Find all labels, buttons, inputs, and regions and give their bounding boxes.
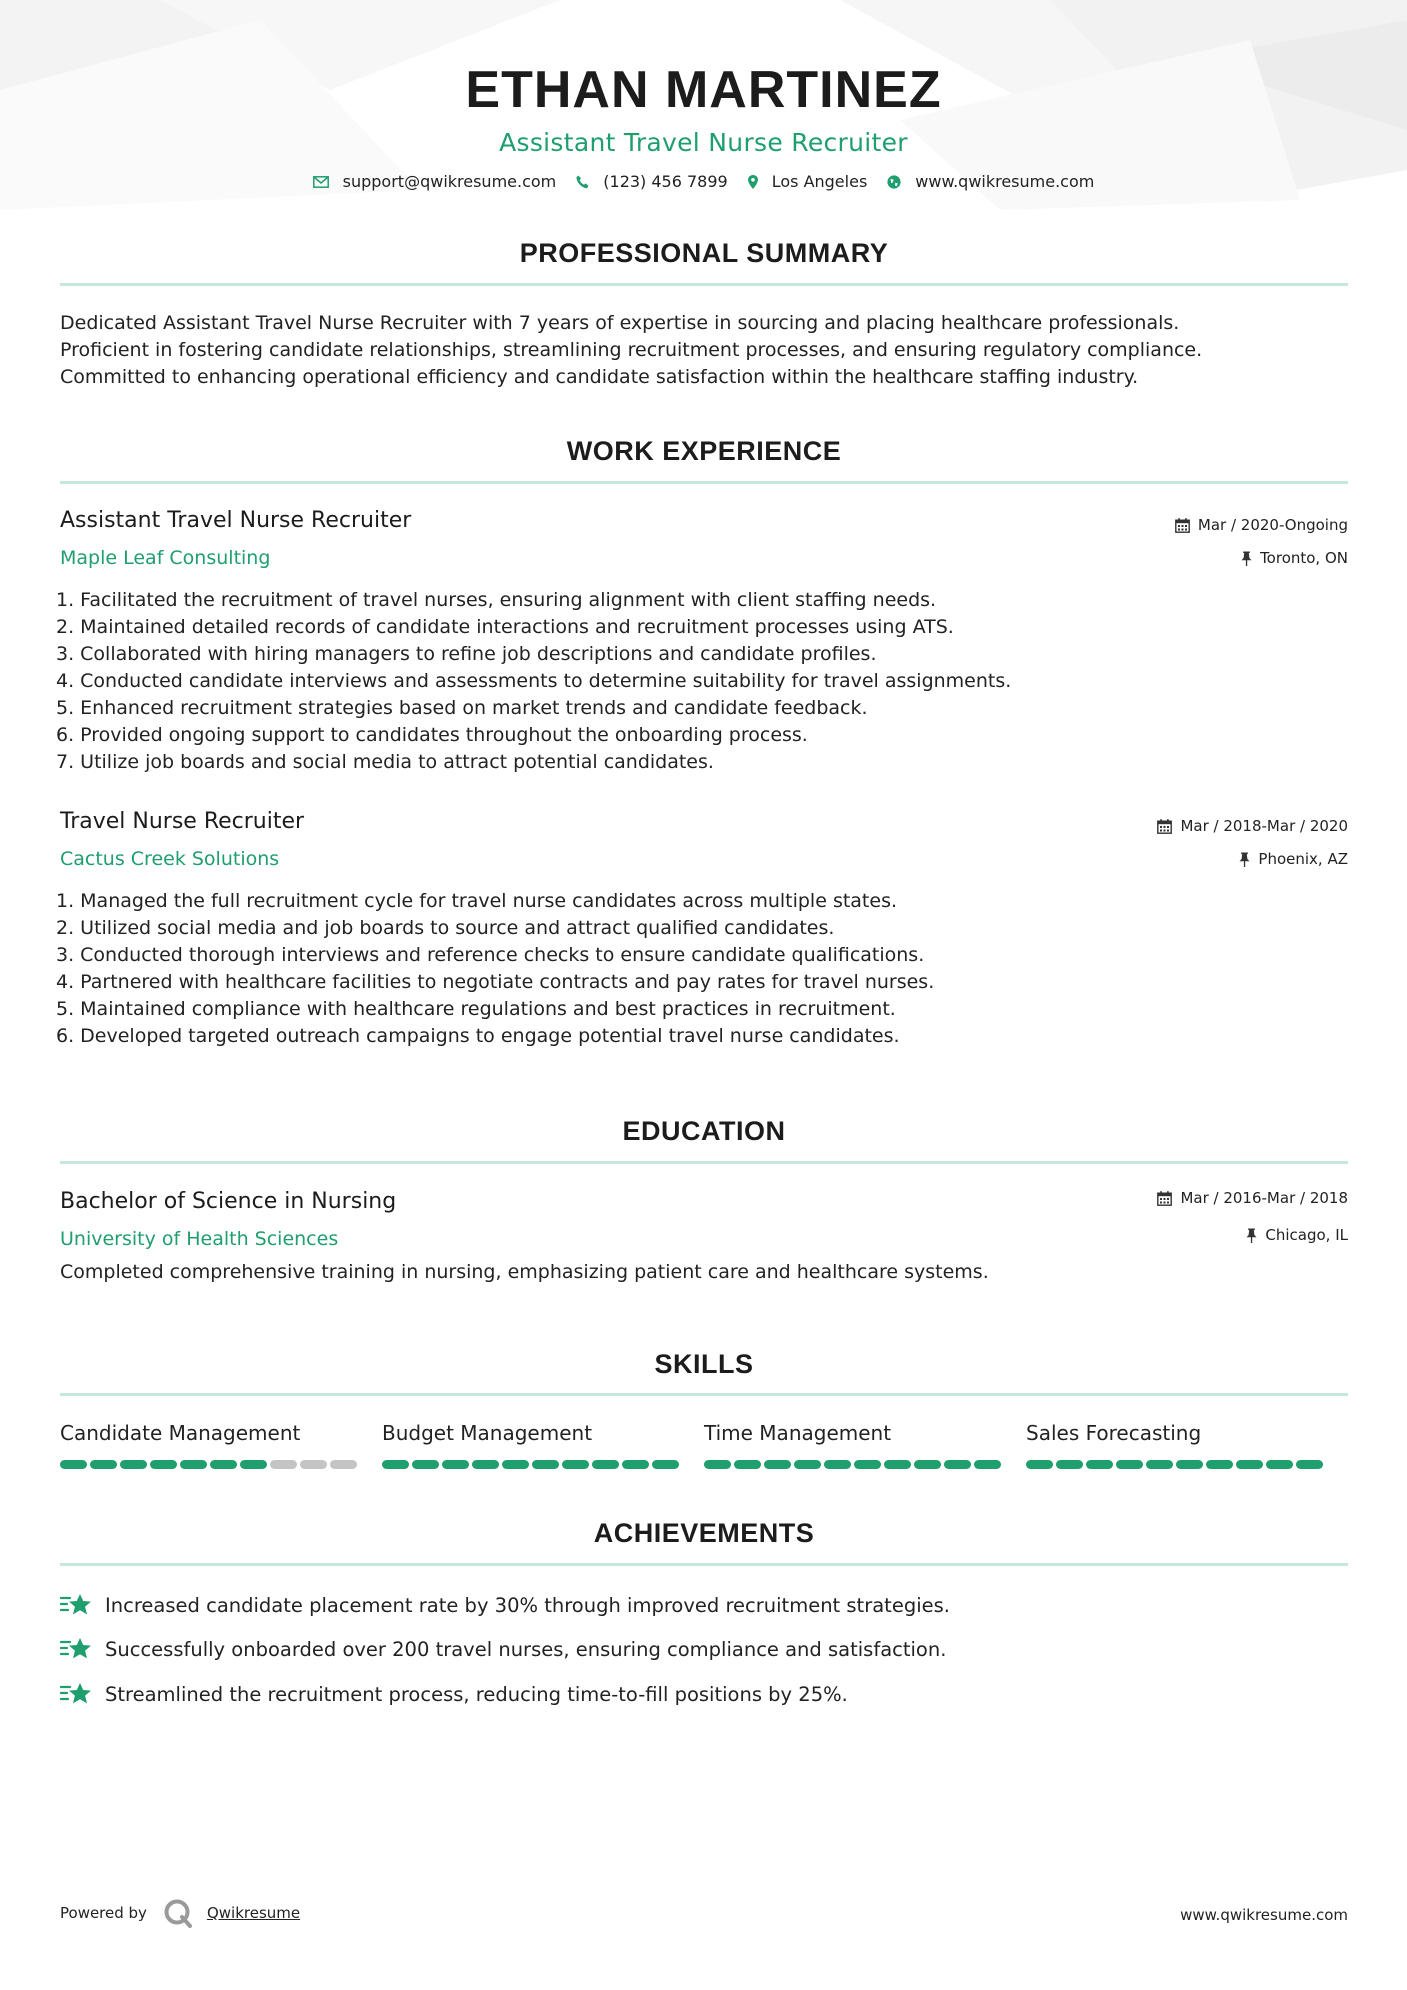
skill-item [704,1420,1026,1469]
achievements-list [60,1588,1348,1722]
powered-by-label: Powered by [60,1904,147,1922]
skill-segment-filled [884,1460,911,1469]
skill-segment-filled [854,1460,881,1469]
skill-segment-filled [442,1460,469,1469]
skill-segment-filled [382,1460,409,1469]
skill-segment-filled [60,1460,87,1469]
skill-segment-filled [592,1460,619,1469]
list-item: 2. Utilized social media and job boards to source and attract qualified candidates. [56,917,835,939]
contact-email[interactable] [313,172,557,191]
resume-header [0,58,1407,160]
skill-segment-filled [180,1460,207,1469]
skill-level-bar [60,1460,360,1469]
skill-segment-filled [472,1460,499,1469]
phone-icon [576,175,589,189]
education-dates [1157,1189,1348,1207]
calendar-icon [1157,1191,1172,1206]
skill-segment-filled [1086,1460,1113,1469]
section-title-summary: PROFESSIONAL SUMMARY [519,238,889,268]
skill-segment-empty [270,1460,297,1469]
email-text: support@qwikresume.com [342,172,557,191]
location-text: Phoenix, AZ [1258,850,1348,868]
list-item: 6. Developed targeted outreach campaigns to engage potential travel nurse candidates. [56,1025,900,1047]
section-divider [60,1393,1348,1396]
dates-text: Mar / 2018-Mar / 2020 [1180,817,1348,835]
skill-segment-filled [150,1460,177,1469]
skill-item [60,1420,382,1469]
achievement-text: Streamlined the recruitment process, reducing time-to-fill positions by 25%. [105,1682,848,1706]
section-title-skills: SKILLS [654,1349,754,1379]
location-text: Chicago, IL [1265,1226,1348,1244]
skill-name: Candidate Management [60,1421,301,1445]
skill-segment-filled [1176,1460,1203,1469]
list-item: 7. Utilize job boards and social media to attract potential candidates. [56,751,714,773]
pushpin-icon [1239,852,1250,867]
school-name: University of Health Sciences [60,1228,339,1250]
skill-segment-filled [240,1460,267,1469]
pushpin-icon [1241,551,1252,566]
contact-location [748,172,868,191]
dates-text: Mar / 2020-Ongoing [1197,516,1348,534]
skill-segment-filled [764,1460,791,1469]
skill-segment-filled [90,1460,117,1469]
section-title-experience: WORK EXPERIENCE [566,436,842,466]
skill-segment-filled [562,1460,589,1469]
achievement-text: Increased candidate placement rate by 30% through improved recruitment strategies. [105,1593,950,1617]
summary-line: Proficient in fostering candidate relationships, streamlining recruitment processes, and ensuring regulatory compliance. [60,339,1203,361]
brand-link[interactable]: Qwikresume [206,1904,301,1922]
job-dates [1157,817,1348,835]
company-name: Maple Leaf Consulting [60,547,271,569]
skill-segment-filled [622,1460,649,1469]
list-item: 3. Conducted thorough interviews and reference checks to ensure candidate qualifications. [56,944,925,966]
contact-bar [0,172,1407,191]
skill-segment-filled [914,1460,941,1469]
skill-segment-filled [1026,1460,1053,1469]
qwikresume-logo-icon [163,1898,193,1928]
degree-title: Bachelor of Science in Nursing [60,1189,397,1214]
list-item: 1. Managed the full recruitment cycle for travel nurse candidates across multiple states. [56,890,898,912]
job-title: Assistant Travel Nurse Recruiter [60,508,412,533]
skill-segment-filled [1056,1460,1083,1469]
skill-segment-filled [120,1460,147,1469]
skill-segment-filled [532,1460,559,1469]
location-text: Toronto, ON [1260,549,1348,567]
achievement-item [60,1633,1348,1667]
achievement-item [60,1588,1348,1622]
skill-segment-filled [1146,1460,1173,1469]
calendar-icon [1175,518,1190,533]
skill-name: Budget Management [382,1421,593,1445]
section-divider [60,1563,1348,1566]
section-divider [60,1161,1348,1164]
job-location [1239,850,1348,868]
education-location [1246,1226,1348,1244]
summary-line: Committed to enhancing operational efficiency and candidate satisfaction within the healthcare staffing industry. [60,366,1139,388]
job-title: Travel Nurse Recruiter [60,809,305,834]
summary-line: Dedicated Assistant Travel Nurse Recruiter with 7 years of expertise in sourcing and placing healthcare professionals. [60,312,1180,334]
list-item: 4. Partnered with healthcare facilities to negotiate contracts and pay rates for travel nurses. [56,971,935,993]
job-location [1241,549,1348,567]
skill-segment-filled [210,1460,237,1469]
skill-segment-filled [824,1460,851,1469]
skill-segment-filled [652,1460,679,1469]
skill-name: Time Management [704,1421,892,1445]
skill-segment-filled [502,1460,529,1469]
list-item: 1. Facilitated the recruitment of travel nurses, ensuring alignment with client staffing needs. [56,589,937,611]
phone-text: (123) 456 7899 [603,172,728,191]
skills-grid [60,1420,1348,1469]
skill-name: Sales Forecasting [1026,1421,1202,1445]
skill-segment-filled [1266,1460,1293,1469]
star-icon [60,1636,93,1663]
website-text: www.qwikresume.com [915,172,1095,191]
skill-item [1026,1420,1348,1469]
skill-segment-filled [412,1460,439,1469]
list-item: 6. Provided ongoing support to candidates throughout the onboarding process. [56,724,808,746]
summary-text [60,310,1348,391]
contact-phone[interactable] [576,172,727,191]
list-item: 5. Enhanced recruitment strategies based on market trends and candidate feedback. [56,697,868,719]
section-title-education: EDUCATION [622,1116,786,1146]
responsibility-list [56,587,1336,776]
job-dates [1175,516,1348,534]
section-divider [60,283,1348,286]
dates-text: Mar / 2016-Mar / 2018 [1180,1189,1348,1207]
list-item: 5. Maintained compliance with healthcare regulations and best practices in recruitment. [56,998,896,1020]
location-text: Los Angeles [771,172,868,191]
contact-website[interactable] [887,172,1094,191]
skill-segment-filled [704,1460,731,1469]
candidate-name: ETHAN MARTINEZ [465,61,942,119]
star-icon [60,1592,93,1619]
pushpin-icon [1246,1228,1257,1243]
skill-level-bar [382,1460,682,1469]
list-item: 2. Maintained detailed records of candidate interactions and recruitment processes using ATS. [56,616,954,638]
footer-website[interactable]: www.qwikresume.com [1180,1906,1348,1924]
candidate-role: Assistant Travel Nurse Recruiter [499,128,908,157]
skill-level-bar [704,1460,1004,1469]
envelope-icon [313,176,329,188]
skill-segment-filled [734,1460,761,1469]
education-description: Completed comprehensive training in nursing, emphasizing patient care and healthcare systems. [60,1261,989,1283]
skill-item [382,1420,704,1469]
section-title-achievements: ACHIEVEMENTS [593,1518,815,1548]
skill-segment-empty [300,1460,327,1469]
skill-segment-empty [330,1460,357,1469]
achievement-item [60,1677,1348,1711]
company-name: Cactus Creek Solutions [60,848,280,870]
calendar-icon [1157,819,1172,834]
responsibility-list [56,888,1336,1050]
star-icon [60,1681,93,1708]
skill-segment-filled [1116,1460,1143,1469]
list-item: 3. Collaborated with hiring managers to refine job descriptions and candidate profiles. [56,643,877,665]
skill-segment-filled [974,1460,1001,1469]
skill-segment-filled [1296,1460,1323,1469]
section-divider [60,481,1348,484]
footer-powered-by [60,1898,300,1928]
skill-segment-filled [1206,1460,1233,1469]
skill-segment-filled [1236,1460,1263,1469]
list-item: 4. Conducted candidate interviews and assessments to determine suitability for travel assignments. [56,670,1012,692]
skill-segment-filled [944,1460,971,1469]
globe-icon [887,175,901,189]
skill-segment-filled [794,1460,821,1469]
skill-level-bar [1026,1460,1326,1469]
achievement-text: Successfully onboarded over 200 travel nurses, ensuring compliance and satisfaction. [105,1638,947,1661]
map-pin-icon [748,175,758,189]
